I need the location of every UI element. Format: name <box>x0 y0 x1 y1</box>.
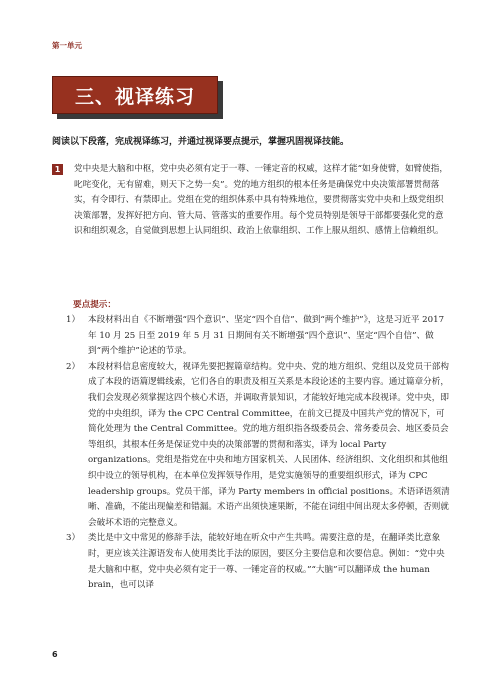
tips-title: 要点提示： <box>73 300 116 310</box>
tip-text: 类比是中文中常见的修辞手法，能较好地在听众中产生共鸣。需要注意的是，在翻译类比意象时，更应该关注源语发布人使用类比手法的原因，要区分主要信息和次要信息。例如：“党中央是大脑和中枢，党中央必须有定于一尊、一锤定音的权威。”“大脑”可以翻译成 the human brain，也可以译 <box>88 533 445 591</box>
passage <box>52 162 452 240</box>
tip-number: 2） <box>66 361 81 372</box>
page-number: 6 <box>52 650 58 659</box>
tip-item <box>66 360 452 532</box>
tip-item <box>66 531 452 593</box>
tip-text: 本段材料出自《不断增强“四个意识”、坚定“四个自信”、做到“两个维护”》，这是习近平 2017 年 10 月 25 日至 2019 年 5 月 31 日期间有关不断增强“四个意识”、坚定“四个自信”、做到“两个维护”论述的节录。 <box>88 315 445 357</box>
tip-number: 1） <box>66 315 81 325</box>
passage-number-badge: 1 <box>52 164 63 175</box>
section-title: 三、视译练习 <box>74 85 195 108</box>
tip-text: 本段材料信息密度较大，视译先要把握篇章结构。党中央、党的地方组织、党组以及党员干部构成了本段的语篇逻辑线索，它们各自的职责及相互关系是本段论述的主要内容。通过篇章分析，我们会发现必须掌握这四个核心术语，并调取背景知识，才能较好地完成本段视译。党中央，即党的中央组织，译为 the CPC Central Committee，在前文已提及中国共产党的情况下，可简化处理为 the Central Committee。党的地方组织指各级委员会、常务委员会、地区委员会等组织，其根本任务是保证党中央的决策部署的贯彻和落实，译为 local Party organizations。党组是指党在中央和地方国家机关、人民团体、经济组织、文化组织和其他组织中设立的领导机构，在本单位发挥领导作用，是党实施领导的重要组织形式，译为 CPC leadership groups。党员干部，译为 Party members in official positions。术语译语须清晰、准确，不能出现偏差和错漏。术语产出须快速果断，不能在词组中间出现太多停顿，否则就会破坏术语的完整意义。 <box>88 361 450 528</box>
unit-label: 第一单元 <box>52 41 82 50</box>
section-title-banner <box>52 76 218 114</box>
tip-item <box>66 313 452 360</box>
instruction-text: 阅读以下段落，完成视译练习，并通过视译要点提示，掌握巩固视译技能。 <box>52 137 350 147</box>
tip-number: 3） <box>66 533 81 544</box>
passage-text: 党中央是大脑和中枢，党中央必须有定于一尊、一锤定音的权威，这样才能“如身使臂，如臂使指，叱咤变化，无有留难，则天下之势一矣”。党的地方组织的根本任务是确保党中央决策部署贯彻落实，有令即行、有禁即止。党组在党的组织体系中具有特殊地位，要贯彻落实党中央和上级党组织决策部署，发挥好把方向、管大局、管落实的重要作用。每个党员特别是领导干部都要强化党的意识和组织观念，自觉做到思想上认同组织、政治上依靠组织、工作上服从组织、感情上信赖组织。 <box>74 164 448 237</box>
tips-section <box>66 298 452 594</box>
